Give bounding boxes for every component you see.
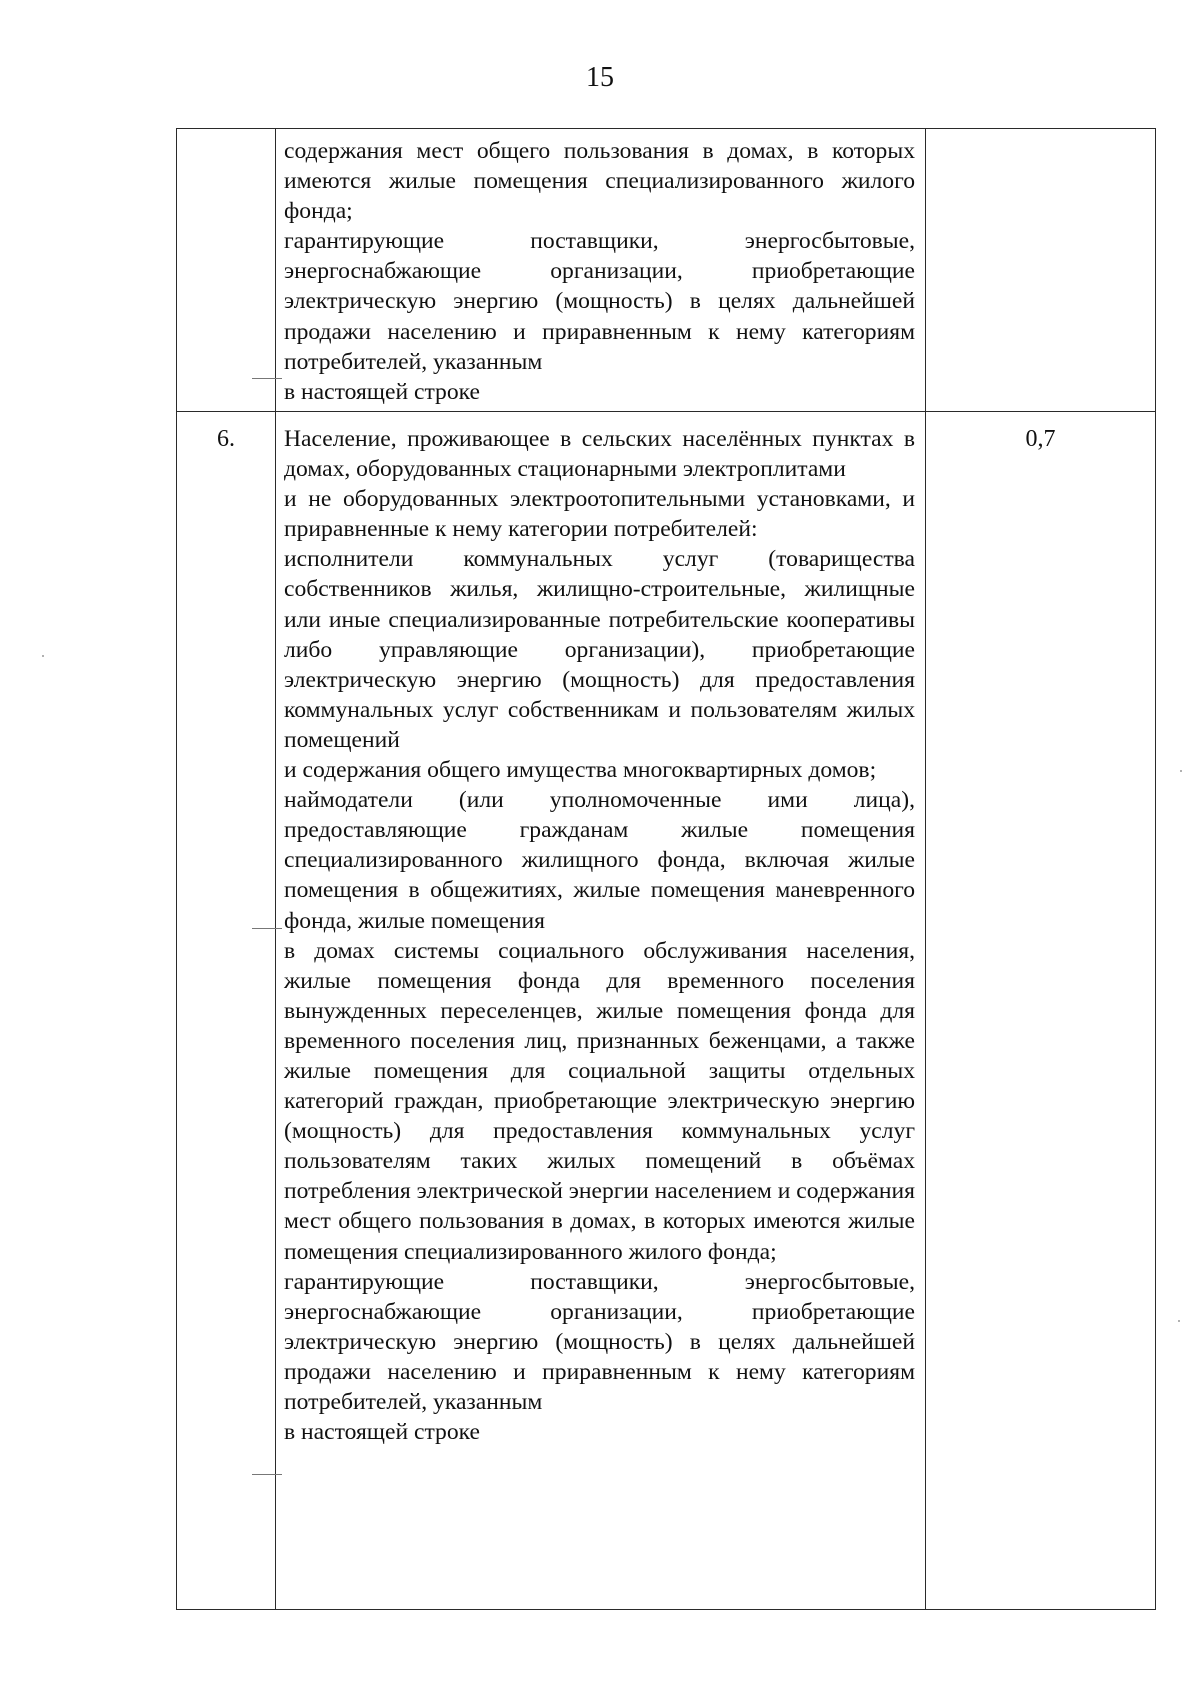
row-value-cell xyxy=(926,129,1156,412)
tariff-table xyxy=(176,128,1156,1610)
description-paragraph: и не оборудованных электроотопительными установками, и приравненные к нему категории потребителей: xyxy=(284,486,915,543)
description-paragraph: содержания мест общего пользования в домах, в которых имеются жилые помещения специализированного жилого фонда; xyxy=(284,138,915,225)
description-paragraph: в настоящей строке xyxy=(284,1419,480,1446)
scan-mark xyxy=(252,378,282,379)
description-paragraph: Население, проживающее в сельских населённых пунктах в домах, оборудованных стационарными электроплитами xyxy=(284,426,915,483)
description-paragraph: и содержания общего имущества многоквартирных домов; xyxy=(284,757,877,784)
description-paragraph: наймодатели (или уполномоченные ими лица), предоставляющие гражданам жилые помещения специализированного жилищного фонда, включая жилые помещения в общежитиях, жилые помещения маневренного фонда, жилые помещения xyxy=(284,787,915,934)
description-paragraph: гарантирующие поставщики, энергосбытовые, энергоснабжающие организации, приобретающие электрическую энергию (мощность) в целях дальнейшей продажи населению и приравненным к нему категориям потребителей, указанным xyxy=(284,1268,915,1415)
scan-mark xyxy=(252,928,282,929)
row-number-cell xyxy=(177,129,276,412)
description-paragraph: в настоящей строке xyxy=(284,378,480,405)
description-paragraph: исполнители коммунальных услуг (товарищества собственников жилья, жилищно-строительные, жилищные или иные специализированные потребительские кооперативы либо управляющие организации), приобретающие электрическую энергию (мощность) для предоставления коммунальных услуг собственникам и пользователям жилых помещений xyxy=(284,546,915,753)
row-value-cell: 0,7 xyxy=(926,412,1156,1610)
page-number: 15 xyxy=(586,62,614,93)
row-description-cell xyxy=(276,412,926,1610)
row-description-cell xyxy=(276,129,926,412)
description-paragraph: гарантирующие поставщики, энергосбытовые, энергоснабжающие организации, приобретающие электрическую энергию (мощность) в целях дальнейшей продажи населению и приравненным к нему категориям потребителей, указанным xyxy=(284,228,915,375)
table-row xyxy=(177,129,1156,412)
scan-speck xyxy=(42,655,44,657)
scan-mark xyxy=(252,1474,282,1475)
table-row xyxy=(177,412,1156,1610)
description-paragraph: в домах системы социального обслуживания населения, жилые помещения фонда для временного поселения вынужденных переселенцев, жилые помещения фонда для временного поселения лиц, признанных беженцами, а также жилые помещения для социальной защиты отдельных категорий граждан, приобретающие электрическую энергию (мощность) для предоставления коммунальных услуг пользователям таких жилых помещений в объёмах потребления электрической энергии населением и содержания мест общего пользования в домах, в которых имеются жилые помещения специализированного жилого фонда; xyxy=(284,937,915,1265)
scan-speck xyxy=(1178,1320,1180,1322)
scan-speck xyxy=(1180,770,1182,772)
row-number-cell: 6. xyxy=(177,412,276,1610)
